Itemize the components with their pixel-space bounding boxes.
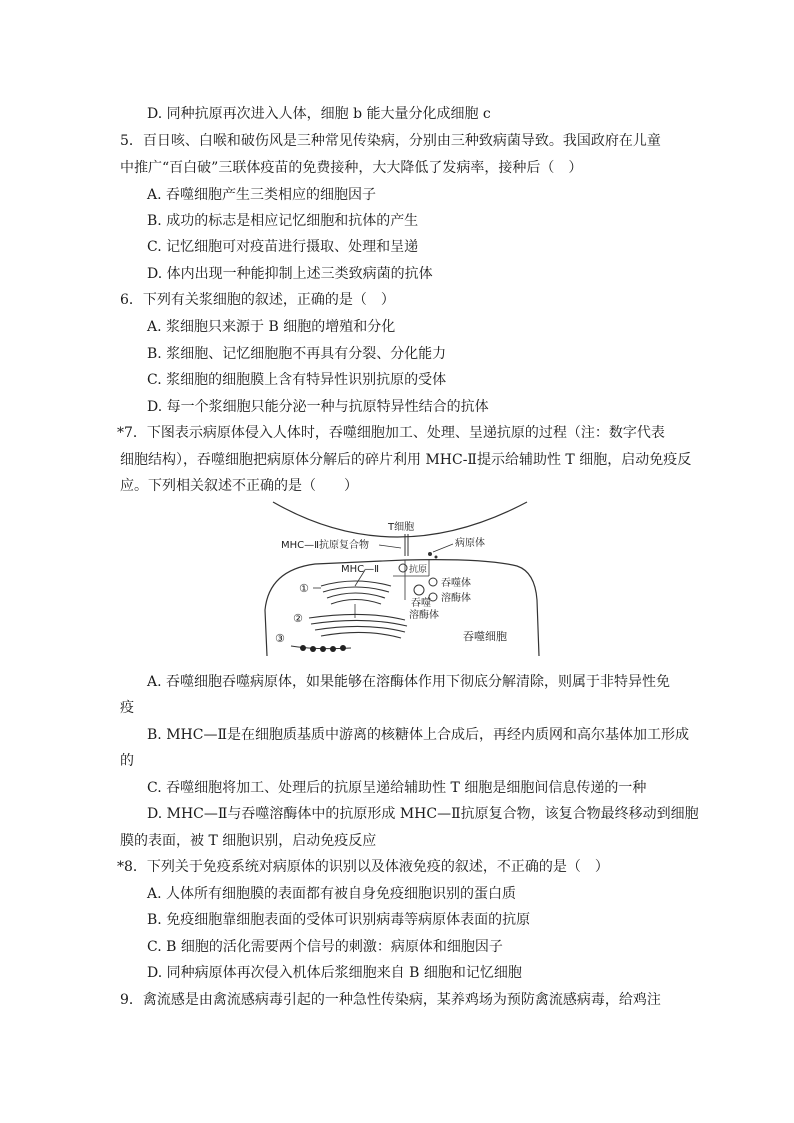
q5-stem-line-2: 中推广“百白破”三联体疫苗的免费接种，大大降低了发病率，接种后（ ） [120, 160, 583, 176]
label-phagocyte: 吞噬细胞 [463, 630, 507, 643]
q5-stem-line-1: 5．百日咳、白喉和破伤风是三种常见传染病，分别由三种致病菌导致。我国政府在儿童 [120, 133, 661, 149]
q7-stem-line-1: *7．下图表示病原体侵入人体时，吞噬细胞加工、处理、呈递抗原的过程（注：数字代表 [117, 425, 665, 441]
label-phagolysosome-1: 吞噬 [411, 598, 431, 609]
label-mhc: MHC—Ⅱ [341, 564, 380, 575]
ribosome [300, 645, 306, 651]
q7-option-a-line-1: A. 吞噬细胞吞噬病原体，如果能够在溶酶体作用下彻底分解清除，则属于非特异性免 [147, 674, 671, 690]
q7-option-b-line-2: 的 [120, 753, 134, 769]
label-structure-3: ③ [275, 632, 285, 645]
q5-option-a: A. 吞噬细胞产生三类相应的细胞因子 [147, 187, 377, 203]
label-structure-1: ① [299, 582, 309, 595]
q7-option-a-line-2: 疫 [120, 700, 134, 716]
q7-option-c: C. 吞噬细胞将加工、处理后的抗原呈递给辅助性 T 细胞是细胞间信息传递的一种 [147, 780, 647, 796]
q7-stem-line-3: 应。下列相关叙述不正确的是（ ） [120, 478, 358, 494]
phagosome-icon [429, 578, 437, 586]
antigen-circle [399, 564, 407, 572]
label-antigen: 抗原 [409, 565, 428, 575]
q4-option-d: D. 同种抗原再次进入人体，细胞 b 能大量分化成细胞 c [147, 106, 491, 122]
q8-option-a: A. 人体所有细胞膜的表面都有被自身免疫细胞识别的蛋白质 [147, 886, 517, 902]
q7-option-d-line-2: 膜的表面，被 T 细胞识别，启动免疫反应 [120, 833, 377, 849]
phagolysosome-icon [414, 585, 424, 595]
q6-option-b: B. 浆细胞、记忆细胞胞不再具有分裂、分化能力 [147, 346, 447, 362]
q6-option-d: D. 每一个浆细胞只能分泌一种与抗原特异性结合的抗体 [147, 399, 489, 415]
q5-option-b: B. 成功的标志是相应记忆细胞和抗体的产生 [147, 213, 419, 229]
q6-option-a: A. 浆细胞只来源于 B 细胞的增殖和分化 [147, 319, 396, 335]
q6-option-c: C. 浆细胞的细胞膜上含有特异性识别抗原的受体 [147, 372, 447, 388]
label-t-cell: T细胞 [388, 522, 415, 533]
endoplasmic-reticulum [309, 614, 405, 620]
q7-option-b-line-1: B. MHC—Ⅱ是在细胞质基质中游离的核糖体上合成后，再经内质网和高尔基体加工形成 [147, 727, 689, 743]
label-phagolysosome-2: 溶酶体 [409, 610, 439, 621]
pathogen-dot [428, 552, 432, 556]
q8-option-d: D. 同种病原体再次侵入机体后浆细胞来自 B 细胞和记忆细胞 [147, 965, 522, 981]
q5-option-d: D. 体内出现一种能抑制上述三类致病菌的抗体 [147, 266, 433, 282]
q6-stem: 6．下列有关浆细胞的叙述，正确的是（ ） [120, 292, 395, 308]
label-lysosome: 溶酶体 [441, 593, 471, 604]
label-structure-2: ② [293, 612, 303, 625]
q9-stem: 9．禽流感是由禽流感病毒引起的一种急性传染病，某养鸡场为预防禽流感病毒，给鸡注 [120, 992, 661, 1008]
q7-option-d-line-1: D. MHC—Ⅱ与吞噬溶酶体中的抗原形成 MHC—Ⅱ抗原复合物，该复合物最终移动到细胞 [147, 806, 699, 822]
golgi-apparatus [321, 581, 391, 586]
label-phagosome: 吞噬体 [441, 578, 471, 589]
q8-option-c: C. B 细胞的活化需要两个信号的刺激：病原体和细胞因子 [147, 939, 503, 955]
q7-stem-line-2: 细胞结构），吞噬细胞把病原体分解后的碎片利用 MHC-Ⅱ提示给辅助性 T 细胞，启动免疫反 [120, 452, 692, 468]
q8-option-b: B. 免疫细胞靠细胞表面的受体可识别病毒等病原体表面的抗原 [147, 912, 531, 928]
q5-option-c: C. 记忆细胞可对疫苗进行摄取、处理和呈递 [147, 239, 419, 255]
antigen-processing-diagram [255, 500, 540, 658]
label-mhc-antigen-complex: MHC—Ⅱ抗原复合物 [281, 540, 370, 551]
q8-stem: *8．下列关于免疫系统对病原体的识别以及体液免疫的叙述，不正确的是（ ） [117, 859, 609, 875]
label-pathogen: 病原体 [455, 538, 485, 549]
